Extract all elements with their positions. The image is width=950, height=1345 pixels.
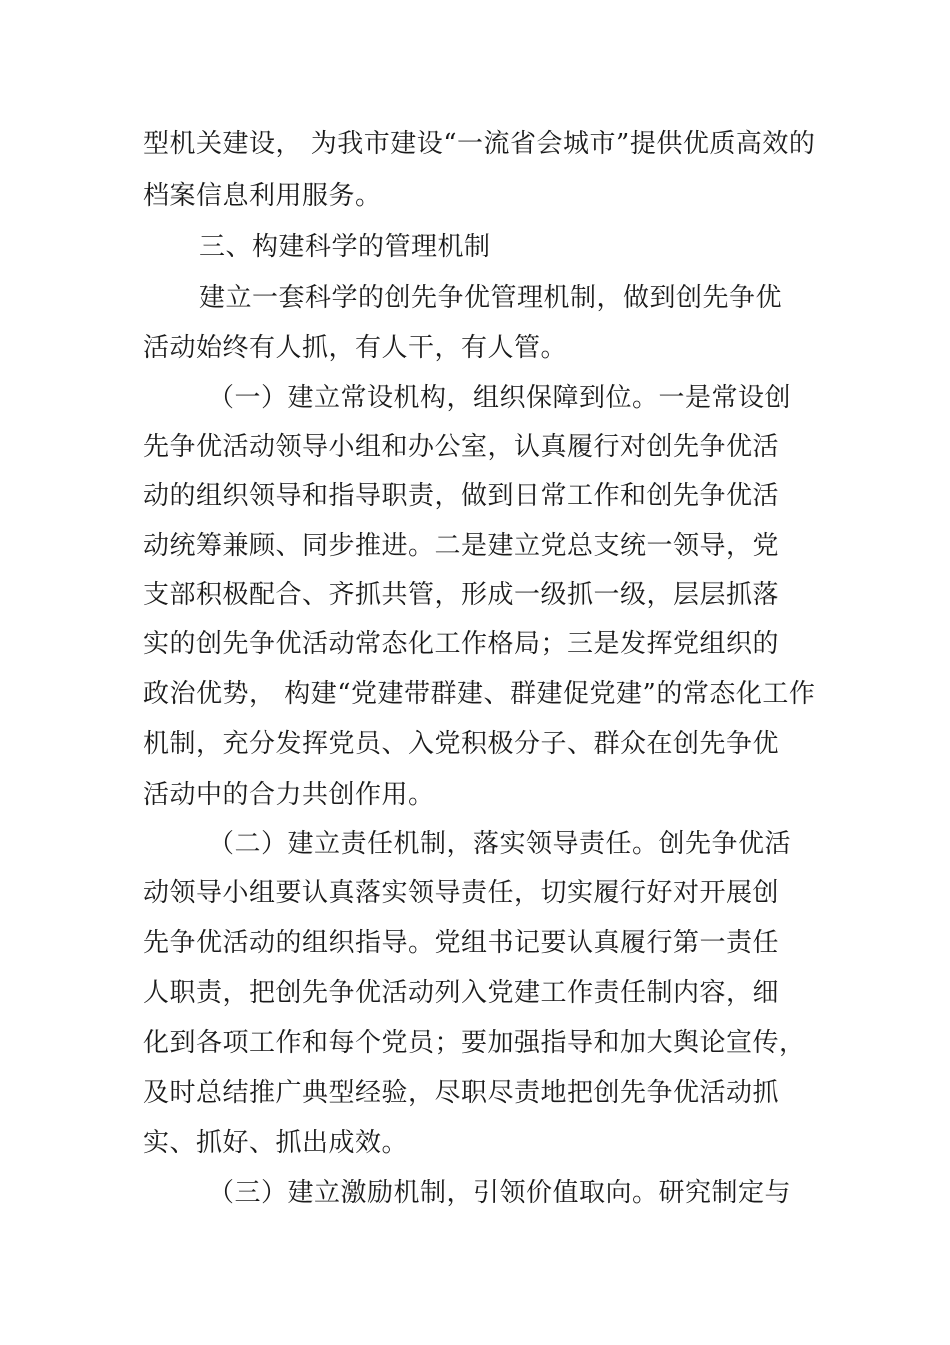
body-text-line: 及时总结推广典型经验，尽职尽责地把创先争优活动抓 bbox=[143, 1078, 780, 1108]
body-text-line: 活动始终有人抓，有人干，有人管。 bbox=[143, 333, 568, 363]
section-heading: 三、构建科学的管理机制 bbox=[199, 232, 491, 262]
body-text-line: 政治优势， 构建“党建带群建、群建促党建”的常态化工作 bbox=[143, 679, 816, 709]
body-text-line: 人职责，把创先争优活动列入党建工作责任制内容，细 bbox=[143, 978, 780, 1008]
body-text-line: 先争优活动领导小组和办公室，认真履行对创先争优活 bbox=[143, 432, 780, 462]
body-text-line: 支部积极配合、齐抓共管，形成一级抓一级，层层抓落 bbox=[143, 580, 780, 610]
body-text-line: 动的组织领导和指导职责，做到日常工作和创先争优活 bbox=[143, 481, 780, 511]
body-text-line: 实、抓好、抓出成效。 bbox=[143, 1128, 409, 1158]
body-text-line: 机制，充分发挥党员、入党积极分子、群众在创先争优 bbox=[143, 729, 780, 759]
body-text-line: 建立一套科学的创先争优管理机制，做到创先争优 bbox=[199, 283, 783, 313]
subsection-heading-line: （一）建立常设机构，组织保障到位。一是常设创 bbox=[208, 383, 792, 413]
body-text-line: 化到各项工作和每个党员；要加强指导和加大舆论宣传， bbox=[143, 1028, 806, 1058]
body-text-line: 活动中的合力共创作用。 bbox=[143, 780, 435, 810]
subsection-heading-line: （三）建立激励机制，引领价值取向。研究制定与 bbox=[208, 1178, 792, 1208]
body-text-line: 型机关建设， 为我市建设“一流省会城市”提供优质高效的 bbox=[143, 129, 816, 159]
body-text-line: 先争优活动的组织指导。党组书记要认真履行第一责任 bbox=[143, 928, 780, 958]
body-text-line: 档案信息利用服务。 bbox=[143, 181, 382, 211]
subsection-heading-line: （二）建立责任机制，落实领导责任。创先争优活 bbox=[208, 829, 792, 859]
body-text-line: 动领导小组要认真落实领导责任，切实履行好对开展创 bbox=[143, 878, 780, 908]
body-text-line: 动统筹兼顾、同步推进。二是建立党总支统一领导，党 bbox=[143, 531, 780, 561]
body-text-line: 实的创先争优活动常态化工作格局；三是发挥党组织的 bbox=[143, 629, 780, 659]
